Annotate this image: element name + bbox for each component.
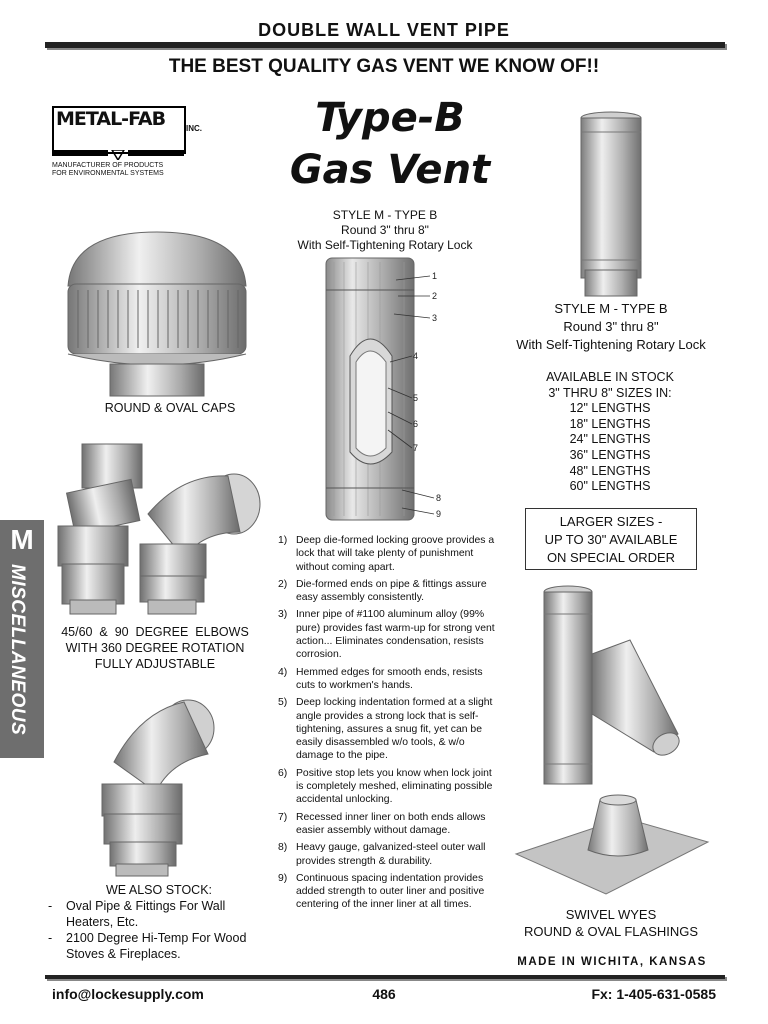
list-item: 4) Hemmed edges for smooth ends, resists cuts to workmen's hands. <box>278 666 483 691</box>
product-title: Type-B Gas Vent <box>289 95 491 193</box>
list-item: 6) Positive stop lets you know when lock joint is completely meshed, eliminating possible accidental unlocking. <box>278 767 493 806</box>
callout-4: 4 <box>413 351 419 361</box>
made-in-label: MADE IN WICHITA, KANSAS <box>517 956 707 968</box>
elbows-label: 45/60 & 90 DEGREE ELBOWS WITH 360 DEGREE ROTATION FULLY ADJUSTABLE <box>61 625 249 671</box>
length-item: 12" LENGTHS <box>569 401 651 416</box>
features-list <box>278 534 496 916</box>
header-rule <box>45 42 725 48</box>
section-tab-miscellaneous[interactable] <box>0 520 44 758</box>
page-number: 486 <box>372 986 396 1002</box>
section-tab-letter: M <box>10 524 34 555</box>
logo-tagline: MANUFACTURER OF PRODUCTS FOR ENVIRONMENTAL SYSTEMS <box>52 162 164 177</box>
also-stock <box>48 882 270 962</box>
list-item: 3) Inner pipe of #1100 aluminum alloy (99% pure) provides fast warm-up for strong vent action... Eliminates condensation, resists corrosion. <box>278 609 495 661</box>
logo-stripes-icon <box>52 150 184 160</box>
also-stock-heading: WE ALSO STOCK: <box>105 883 213 897</box>
metal-fab-logo <box>52 106 200 178</box>
list-item: 5) Deep locking indentation formed at a slight angle provides a strong lock that is self-tightening, assures a snug fit, yet can be easily disassembled w/o tools, & w/o damage to the pipe. <box>278 697 493 762</box>
list-item: - 2100 Degree Hi-Temp For Wood Stoves & Fireplaces. <box>48 931 247 961</box>
callout-6: 6 <box>413 419 419 429</box>
footer-email[interactable]: info@lockesupply.com <box>52 986 204 1002</box>
list-item: 8) Heavy gauge, galvanized-steel outer wall provides strength & durability. <box>278 842 486 867</box>
roof-flashing-image <box>514 790 710 896</box>
list-item: 7) Recessed inner liner on both ends allows easier assembly without damage. <box>278 811 486 836</box>
callout-2: 2 <box>432 291 438 301</box>
callout-3: 3 <box>432 313 438 323</box>
tagline: THE BEST QUALITY GAS VENT WE KNOW OF!! <box>168 56 600 77</box>
logo-inc: INC. <box>186 124 202 133</box>
wyes-flashings-label: SWIVEL WYES ROUND & OVAL FLASHINGS <box>523 907 699 939</box>
adjustable-elbow-image <box>96 692 222 878</box>
callout-1: 1 <box>432 271 438 281</box>
logo-name: METAL-FAB <box>56 108 166 130</box>
callout-5: 5 <box>413 393 419 403</box>
list-item: 2) Die-formed ends on pipe & fittings assure easy assembly consistently. <box>278 578 487 604</box>
larger-sizes-box: LARGER SIZES - UP TO 30" AVAILABLE ON SPECIAL ORDER <box>525 508 697 570</box>
length-item: 60" LENGTHS <box>569 479 651 494</box>
callout-7: 7 <box>413 443 419 453</box>
length-item: 18" LENGTHS <box>569 416 651 431</box>
swivel-wye-image <box>538 584 688 788</box>
section-tab-text: MISCELLANEOUS <box>7 564 28 736</box>
elbows-image <box>52 440 264 616</box>
length-item: 36" LENGTHS <box>569 447 651 462</box>
callout-9: 9 <box>436 509 442 519</box>
length-item: 48" LENGTHS <box>569 463 651 478</box>
stock-lengths: AVAILABLE IN STOCK 3" THRU 8" SIZES IN: 12" LENGTHS 18" LENGTHS 24" LENGTHS 36" LENGTHS 48" LENGTHS 60" LENGTHS <box>520 370 700 495</box>
list-item: - Oval Pipe & Fittings For Wall Heaters, Etc. <box>48 899 226 929</box>
right-pipe-caption: STYLE M - TYPE B Round 3" thru 8" With Self-Tightening Rotary Lock <box>516 301 706 352</box>
pipe-cutaway-diagram <box>316 252 456 524</box>
list-item: 1) Deep die-formed locking groove provides a lock that will take plenty of punishment without coming apart. <box>278 535 495 573</box>
section-title: DOUBLE WALL VENT PIPE <box>258 20 510 40</box>
length-item: 24" LENGTHS <box>569 432 651 447</box>
footer-fax: Fx: 1-405-631-0585 <box>591 986 716 1002</box>
straight-pipe-image <box>576 110 646 300</box>
center-pipe-caption: STYLE M - TYPE B Round 3" thru 8" With Self-Tightening Rotary Lock <box>297 208 473 252</box>
list-item: 9) Continuous spacing indentation provides added strength to outer liner and positive centering of the inner liner at all times. <box>278 872 485 911</box>
caps-label: ROUND & OVAL CAPS <box>104 401 236 415</box>
vent-cap-image <box>62 226 252 398</box>
footer-rule <box>45 975 725 979</box>
callout-8: 8 <box>436 493 442 503</box>
